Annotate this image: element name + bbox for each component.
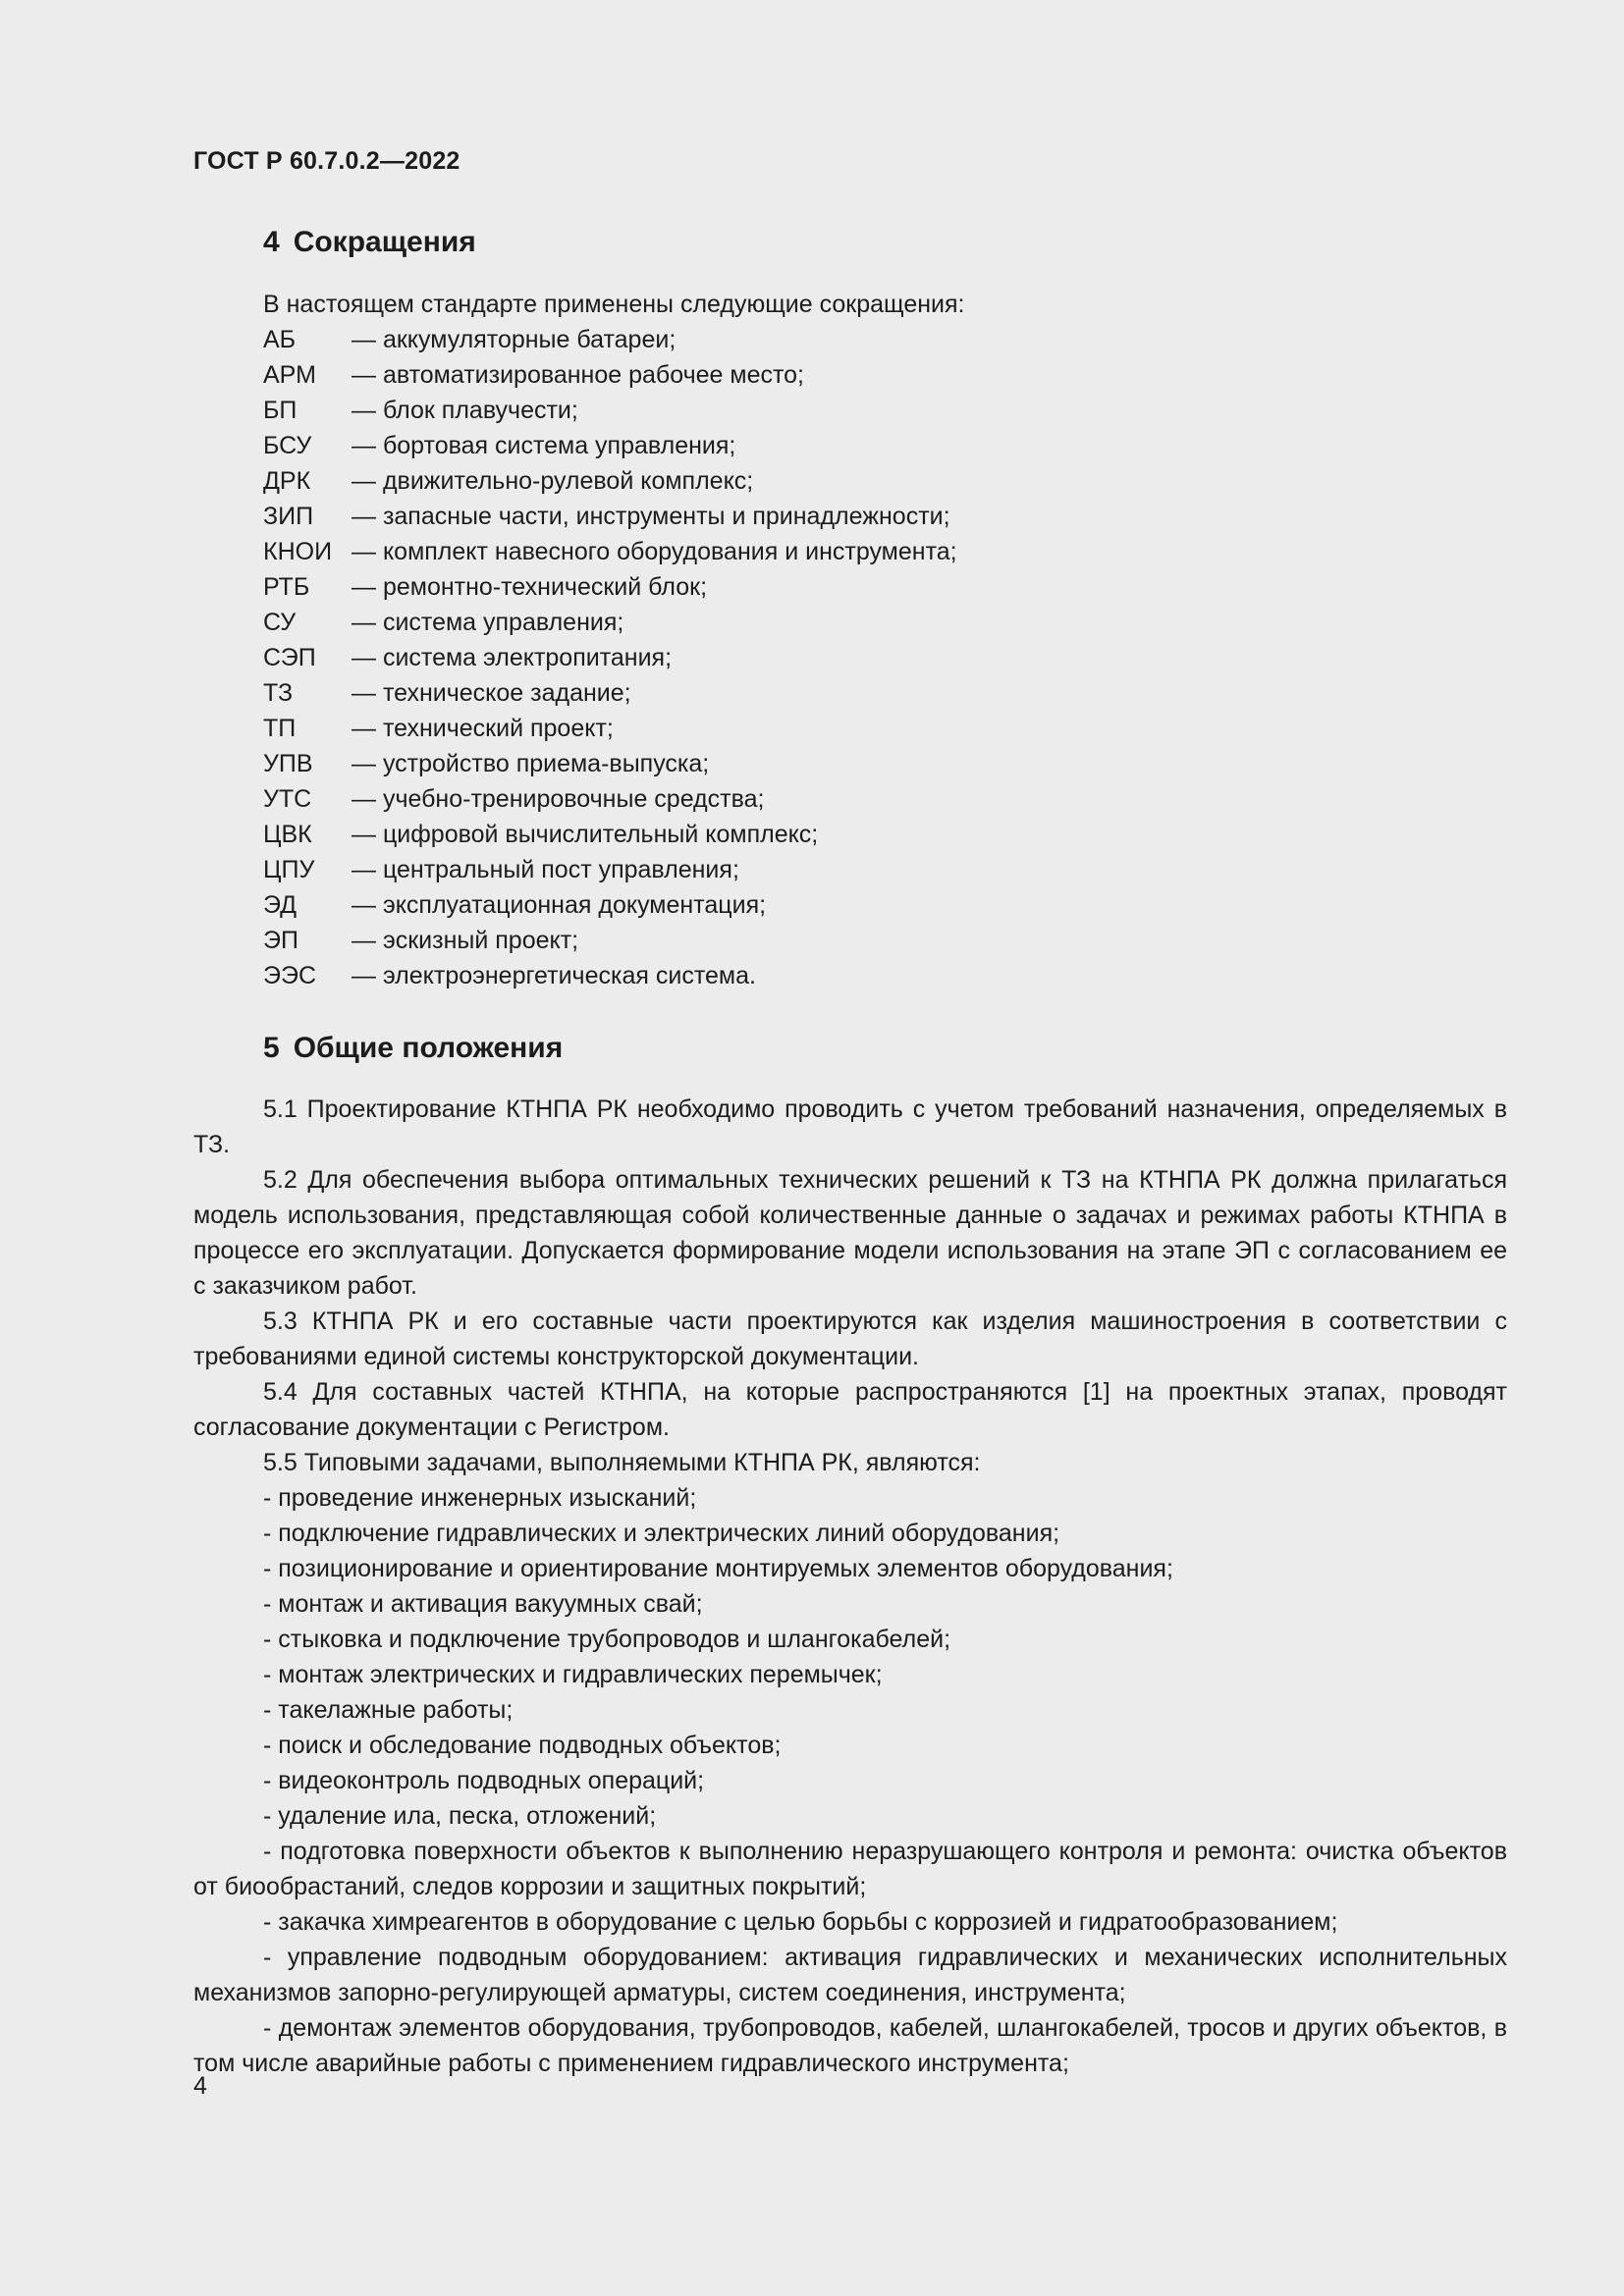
abbreviation-definition: — запасные части, инструменты и принадлежности;	[352, 503, 950, 530]
task-item: - позиционирование и ориентирование монтируемых элементов оборудования;	[263, 1555, 1173, 1582]
abbreviation-term: КНОИ	[263, 538, 333, 565]
paragraph-5-1: 5.1 Проектирование КТНПА РК необходимо проводить с учетом требований назначения, определяемых в ТЗ.	[193, 1095, 1507, 1158]
abbreviation-term: ЭП	[263, 927, 298, 954]
abbreviation-term: ЭД	[263, 891, 298, 919]
abbreviation-term: БСУ	[263, 432, 312, 459]
abbreviation-term: ЭЭС	[263, 962, 316, 989]
abbreviation-term: ЦПУ	[263, 856, 315, 883]
abbreviation-definition: — аккумуляторные батареи;	[352, 326, 677, 353]
paragraph-5-3: 5.3 КТНПА РК и его составные части проектируются как изделия машиностроения в соответствии с требованиями единой системы конструкторской документации.	[193, 1308, 1507, 1370]
section-4-number: 4	[263, 226, 280, 258]
abbreviation-definition: — система электропитания;	[352, 644, 673, 671]
abbreviation-definition: — устройство приема-выпуска;	[352, 750, 710, 777]
task-item: - видеоконтроль подводных операций;	[263, 1767, 705, 1794]
abbreviation-definition: — автоматизированное рабочее место;	[352, 361, 804, 389]
abbreviation-term: АБ	[263, 326, 297, 353]
paragraph-5-4: 5.4 Для составных частей КТНПА, на которые распространяются [1] на проектных этапах, проводят согласование документации с Регистром.	[193, 1378, 1507, 1441]
task-item: - поиск и обследование подводных объектов;	[263, 1732, 782, 1759]
task-item: - такелажные работы;	[263, 1696, 514, 1724]
abbreviation-definition: — блок плавучести;	[352, 397, 578, 424]
abbreviation-definition: — техническое задание;	[352, 679, 631, 707]
abbreviation-definition: — движительно-рулевой комплекс;	[352, 467, 754, 495]
abbreviation-item	[263, 499, 957, 534]
abbreviation-item	[263, 640, 957, 675]
abbreviation-term: УПВ	[263, 750, 313, 777]
abbreviation-item	[263, 781, 957, 817]
section-4-title-text: Сокращения	[293, 226, 476, 258]
abbreviation-item	[263, 817, 957, 852]
paragraph-5-5: 5.5 Типовыми задачами, выполняемыми КТНПА РК, являются:	[263, 1449, 981, 1476]
abbreviation-term: БП	[263, 397, 298, 424]
task-item: - закачка химреагентов в оборудование с целью борьбы с коррозией и гидратообразованием;	[263, 1908, 1338, 1936]
abbreviation-term: УТС	[263, 785, 312, 813]
section-4-title	[263, 226, 476, 259]
abbreviation-item	[263, 746, 957, 781]
abbreviation-item	[263, 675, 957, 711]
task-item: - стыковка и подключение трубопроводов и шлангокабелей;	[263, 1626, 951, 1653]
task-item: - подключение гидравлических и электрических линий оборудования;	[263, 1520, 1060, 1547]
abbreviation-definition: — эксплуатационная документация;	[352, 891, 767, 919]
abbreviation-term: ДРК	[263, 467, 311, 495]
document-code-header: ГОСТ Р 60.7.0.2—2022	[193, 147, 460, 175]
abbreviations-list	[263, 322, 957, 993]
abbreviation-item	[263, 322, 957, 357]
abbreviation-term: ТЗ	[263, 679, 294, 707]
abbreviation-item	[263, 463, 957, 499]
abbreviation-definition: — эскизный проект;	[352, 927, 579, 954]
abbreviation-item	[263, 569, 957, 605]
abbreviation-item	[263, 852, 957, 887]
page-number: 4	[193, 2072, 207, 2100]
abbreviation-term: ЗИП	[263, 503, 314, 530]
task-item: - управление подводным оборудованием: активация гидравлических и механических исполнительных механизмов запорно-регулирующей арматуры, систем соединения, инструмента;	[193, 1944, 1507, 2006]
abbreviation-term: ТП	[263, 715, 297, 742]
abbreviation-definition: — цифровой вычислительный комплекс;	[352, 821, 819, 848]
abbreviation-item	[263, 534, 957, 569]
abbreviation-definition: — электроэнергетическая система.	[352, 962, 756, 989]
task-item: - демонтаж элементов оборудования, трубопроводов, кабелей, шлангокабелей, тросов и других объектов, в том числе аварийные работы с применением гидравлического инструмента;	[193, 2014, 1507, 2077]
abbreviation-term: СЭП	[263, 644, 316, 671]
task-item: - подготовка поверхности объектов к выполнению неразрушающего контроля и ремонта: очистка объектов от биообрастаний, следов коррозии и защитных покрытий;	[193, 1838, 1507, 1900]
abbreviation-term: РТБ	[263, 573, 310, 601]
abbreviation-definition: — учебно-тренировочные средства;	[352, 785, 765, 813]
abbreviation-definition: — ремонтно-технический блок;	[352, 573, 708, 601]
abbreviation-item	[263, 428, 957, 463]
abbreviation-item	[263, 958, 957, 993]
abbreviation-item	[263, 393, 957, 428]
task-item: - проведение инженерных изысканий;	[263, 1484, 697, 1512]
task-item: - монтаж электрических и гидравлических перемычек;	[263, 1661, 883, 1688]
abbreviation-item	[263, 357, 957, 393]
abbreviations-intro: В настоящем стандарте применены следующие сокращения:	[263, 291, 965, 318]
abbreviation-definition: — система управления;	[352, 609, 624, 636]
abbreviation-definition: — технический проект;	[352, 715, 614, 742]
abbreviation-item	[263, 711, 957, 746]
abbreviation-item	[263, 923, 957, 958]
abbreviation-term: АРМ	[263, 361, 316, 389]
abbreviation-item	[263, 887, 957, 923]
abbreviation-term: СУ	[263, 609, 297, 636]
section-5-number: 5	[263, 1032, 280, 1064]
task-item: - удаление ила, песка, отложений;	[263, 1802, 657, 1830]
abbreviation-definition: — комплект навесного оборудования и инструмента;	[352, 538, 957, 565]
task-item: - монтаж и активация вакуумных свай;	[263, 1590, 703, 1618]
paragraph-5-2: 5.2 Для обеспечения выбора оптимальных технических решений к ТЗ на КТНПА РК должна прилагаться модель использования, представляющая собой количественные данные о задачах и режимах работы КТНПА в процессе его эксплуатации. Допускается формирование модели использования на этапе ЭП с согласованием ее с заказчиком работ.	[193, 1166, 1507, 1300]
abbreviation-item	[263, 605, 957, 640]
section-5-title-text: Общие положения	[293, 1032, 564, 1064]
section-5-body	[193, 1092, 1507, 2081]
abbreviation-term: ЦВК	[263, 821, 312, 848]
abbreviation-definition: — центральный пост управления;	[352, 856, 739, 883]
section-5-title	[263, 1032, 563, 1065]
abbreviation-definition: — бортовая система управления;	[352, 432, 736, 459]
